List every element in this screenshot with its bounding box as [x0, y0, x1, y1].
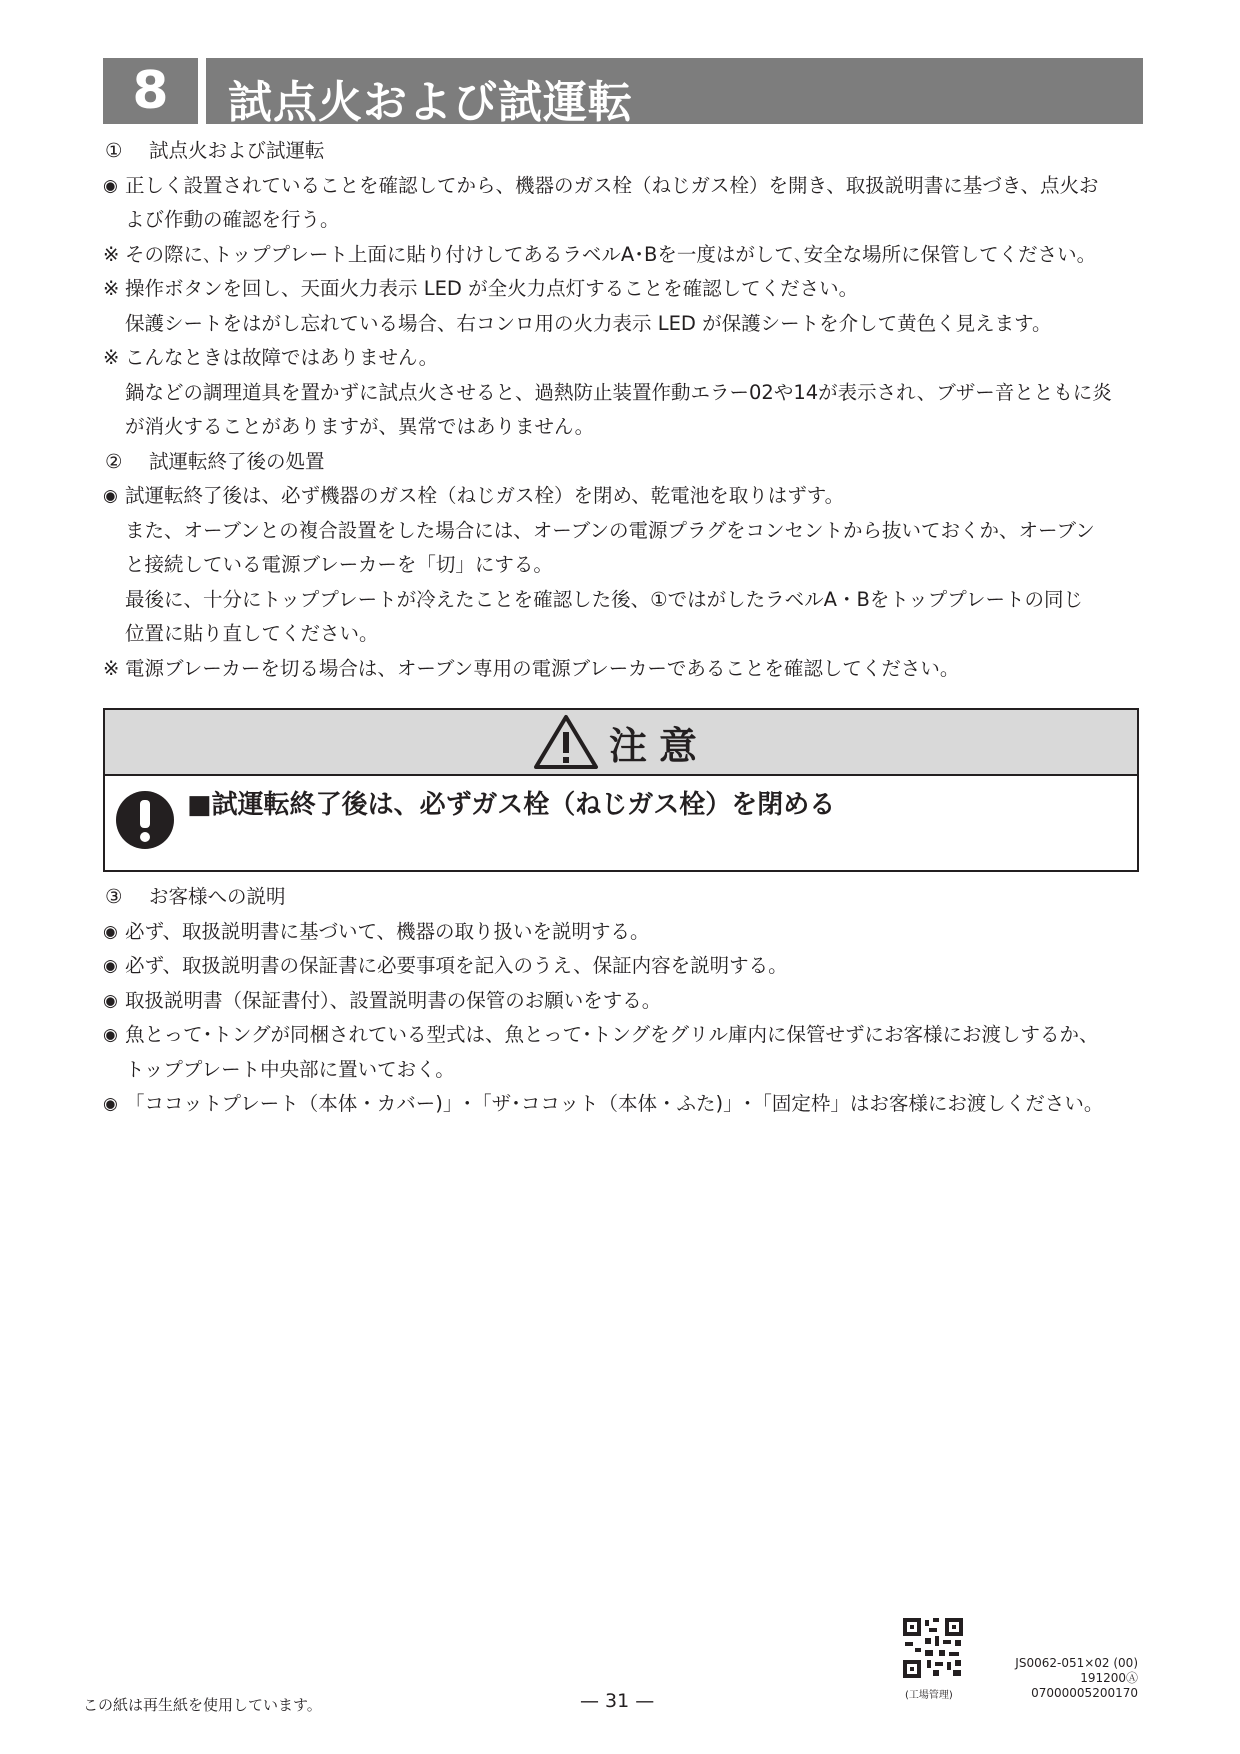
paragraph-line: また、オーブンとの複合設置をした場合には、オーブンの電源プラグをコンセントから抜いておくか、オーブン — [125, 518, 1095, 542]
bullet-icon: ◉ — [103, 486, 118, 506]
bullet-icon: ◉ — [103, 956, 118, 976]
subsection-heading: ② 試運転終了後の処置 — [105, 449, 325, 473]
qr-code-icon — [903, 1618, 963, 1678]
document-codes — [960, 1656, 1138, 1701]
bullet-item: ◉ 取扱説明書（保証書付）、設置説明書の保管のお願いをする。 — [103, 984, 1163, 1019]
caution-box — [103, 708, 1139, 872]
document-code: JS0062-051×02 (00) — [1015, 1656, 1138, 1670]
bullet-continuation: よび作動の確認を行う。 — [125, 208, 340, 231]
note-item: ※ こんなときは故障ではありません。 — [103, 346, 439, 369]
caution-text: ■試運転終了後は、必ずガス栓（ねじガス栓）を閉める — [187, 790, 836, 820]
bullet-item: ◉ 必ず、取扱説明書の保証書に必要事項を記入のうえ、保証内容を説明する。 — [103, 949, 1163, 984]
bullet-icon: ◉ — [103, 990, 118, 1011]
bullet-icon: ◉ — [103, 175, 118, 196]
caution-header — [105, 710, 1137, 776]
subsection-heading: ① 試点火および試運転 — [105, 139, 325, 162]
revision-code: 191200Ⓐ — [1080, 1671, 1138, 1685]
section-title-bar — [206, 58, 1143, 128]
qr-caption: (工場管理) — [905, 1690, 953, 1701]
bullet-item: ◉ 必ず、取扱説明書に基づいて、機器の取り扱いを説明する。 — [103, 915, 1163, 950]
note-item: ※ その際に､トッププレート上面に貼り付けしてあるラベルA･Bを一度はがして､安全な場所に保管してください。 — [103, 242, 1097, 266]
bullet-continuation: トッププレート中央部に置いておく。 — [125, 1057, 455, 1081]
exclamation-circle-icon — [115, 790, 175, 850]
note-continuation: 保護シートをはがし忘れている場合、右コンロ用の火力表示 LED が保護シートを介して黄色く見えます。 — [125, 311, 1052, 335]
section-number-badge — [103, 58, 198, 124]
note-item: ※ 操作ボタンを回し、天面火力表示 LED が全火力点灯することを確認してください。 — [103, 277, 859, 300]
note-continuation: が消火することがありますが、異常ではありません。 — [125, 415, 595, 438]
page-number: — 31 — — [580, 1690, 655, 1712]
bullet-item: ◉ 試運転終了後は、必ず機器のガス栓（ねじガス栓）を閉め、乾電池を取りはずす。 — [103, 479, 1163, 514]
paragraph-line: 位置に貼り直してください。 — [125, 622, 379, 645]
caution-title: 注意 — [608, 723, 709, 768]
bullet-item: ◉ 「ココットプレート（本体・カバー)」･「ザ･ココット（本体・ふた)」･「固定枠」はお客様にお渡しください。 — [103, 1087, 1163, 1122]
bullet-icon: ◉ — [103, 921, 118, 942]
main-text — [103, 134, 1163, 686]
warning-triangle-icon — [533, 714, 599, 770]
bullet-icon: ◉ — [103, 1025, 118, 1045]
paragraph-line: と接続している電源ブレーカーを「切」にする。 — [125, 553, 553, 576]
subsection-heading: ③ お客様への説明 — [105, 885, 286, 908]
bullet-item: ◉ 魚とって･トングが同梱されている型式は、魚とって･トングをグリル庫内に保管せずにお客様にお渡しするか、 — [103, 1018, 1163, 1053]
customer-explanation-text — [103, 880, 1163, 1122]
recycled-paper-note: この紙は再生紙を使用しています。 — [83, 1696, 322, 1714]
section-title: 試点火および試運転 — [228, 77, 633, 128]
note-item: ※ 電源ブレーカーを切る場合は、オーブン専用の電源ブレーカーであることを確認してください。 — [103, 656, 960, 680]
paragraph-line: 最後に、十分にトッププレートが冷えたことを確認した後、①ではがしたラベルA・Bをトッププレートの同じ — [125, 587, 1083, 611]
section-number: 8 — [132, 61, 169, 121]
control-number: 07000005200170 — [1031, 1686, 1138, 1700]
bullet-item: ◉ 正しく設置されていることを確認してから、機器のガス栓（ねじガス栓）を開き、取扱説明書に基づき、点火お — [103, 169, 1163, 204]
caution-body — [105, 776, 1137, 872]
bullet-icon: ◉ — [103, 1094, 118, 1114]
note-continuation: 鍋などの調理道具を置かずに試点火させると、過熱防止装置作動エラー02や14が表示され、ブザー音とともに炎 — [125, 380, 1112, 404]
